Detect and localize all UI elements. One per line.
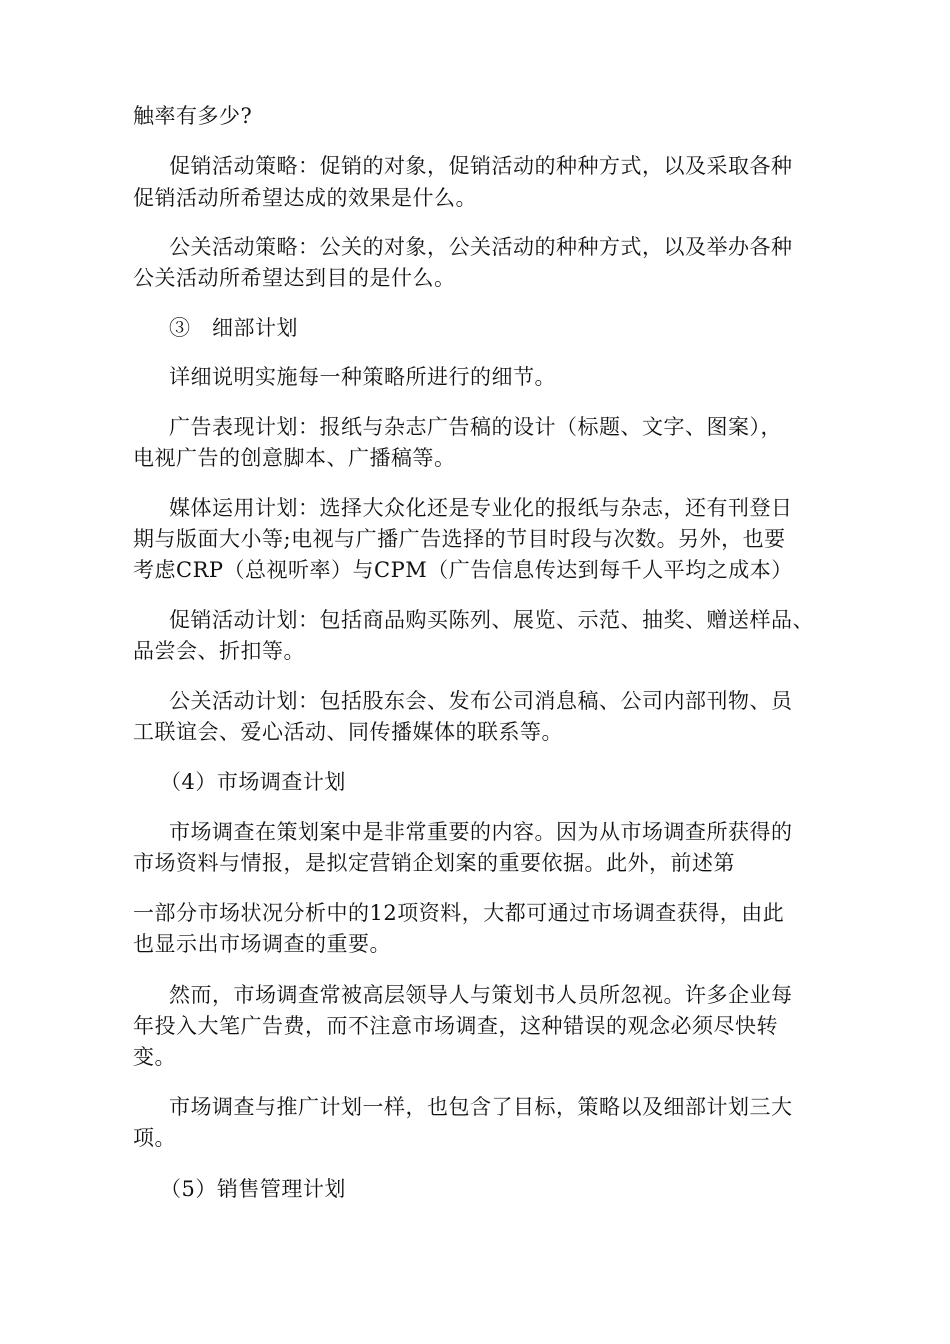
text-line: 公关活动所希望达到目的是什么。 bbox=[133, 266, 456, 290]
text-line: 一部分市场状况分析中的12项资料，大都可通过市场调查获得，由此 bbox=[133, 901, 785, 925]
section-heading: （5）销售管理计划 bbox=[160, 1177, 346, 1201]
text-line: 年投入大笔广告费，而不注意市场调查，这种错误的观念必须尽快转 bbox=[133, 1014, 778, 1038]
text-line: 项。 bbox=[133, 1126, 176, 1150]
text-line: 促销活动策略：促销的对象，促销活动的种种方式，以及采取各种 bbox=[169, 154, 793, 178]
text-line: 触率有多少? bbox=[133, 104, 253, 128]
text-line: 市场资料与情报，是拟定营销企划案的重要依据。此外，前述第 bbox=[133, 851, 735, 875]
text-line: 变。 bbox=[133, 1045, 176, 1069]
text-line: 促销活动所希望达成的效果是什么。 bbox=[133, 186, 477, 210]
text-line: 期与版面大小等;电视与广播广告选择的节目时段与次数。另外，也要 bbox=[133, 527, 786, 551]
text-line: 广告表现计划：报纸与杂志广告稿的设计（标题、文字、图案）， bbox=[169, 415, 782, 439]
text-line: 电视广告的创意脚本、广播稿等。 bbox=[133, 446, 456, 470]
text-line: 品尝会、折扣等。 bbox=[133, 639, 305, 663]
section-heading: ③ 细部计划 bbox=[169, 316, 298, 340]
text-line: 媒体运用计划：选择大众化还是专业化的报纸与杂志，还有刊登日 bbox=[169, 496, 793, 520]
section-heading: （4）市场调查计划 bbox=[160, 770, 346, 794]
text-line: 市场调查在策划案中是非常重要的内容。因为从市场调查所获得的 bbox=[169, 820, 793, 844]
text-line: 也显示出市场调查的重要。 bbox=[133, 932, 391, 956]
text-line: 公关活动计划：包括股东会、发布公司消息稿、公司内部刊物、员 bbox=[169, 689, 793, 713]
text-line: 详细说明实施每一种策略所进行的细节。 bbox=[169, 365, 556, 389]
text-line: 公关活动策略：公关的对象，公关活动的种种方式，以及举办各种 bbox=[169, 235, 793, 259]
text-line: 促销活动计划：包括商品购买陈列、展览、示范、抽奖、赠送样品、 bbox=[169, 608, 814, 632]
text-line: 然而，市场调查常被高层领导人与策划书人员所忽视。许多企业每 bbox=[169, 983, 793, 1007]
text-line: 工联谊会、爱心活动、同传播媒体的联系等。 bbox=[133, 720, 563, 744]
text-line: 考虑CRP（总视听率）与CPM（广告信息传达到每千人平均之成本） bbox=[133, 558, 793, 582]
text-line: 市场调查与推广计划一样，也包含了目标，策略以及细部计划三大 bbox=[169, 1095, 793, 1119]
